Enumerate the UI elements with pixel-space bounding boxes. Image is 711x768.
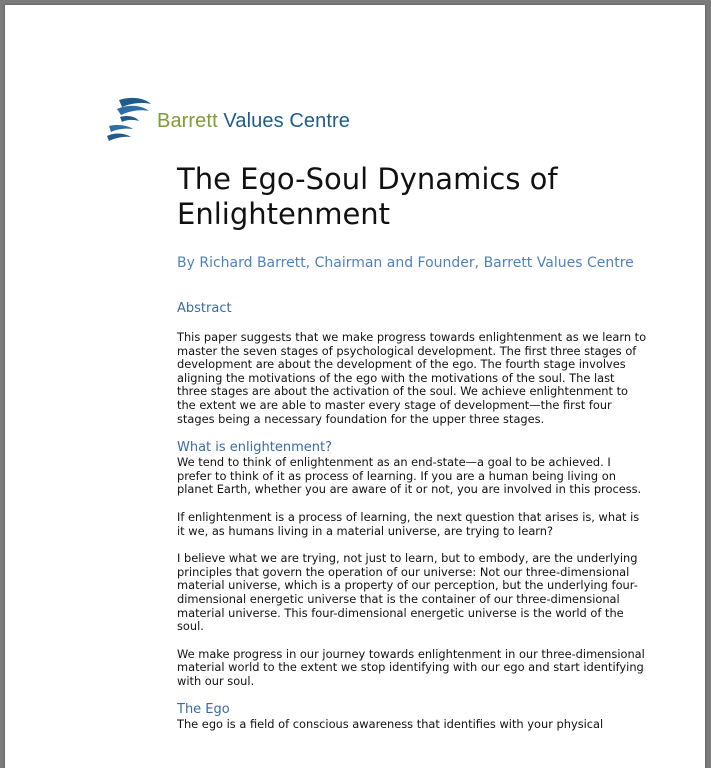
abstract-paragraph: This paper suggests that we make progress towards enlightenment as we learn to master the seven stages of psychological development. The first three stages of development are about the development of the ego. The fourth stage involves aligning the motivations of the ego with the motivations of the soul. The last three stages are about the activation of the soul. We achieve enlightenment to the extent we are able to master every stage of development—the first four stages being a necessary foundation for the upper three stages. [177,330,647,426]
document-title [177,162,647,232]
abstract-heading: Abstract [177,301,232,316]
title-line-1: The Ego-Soul Dynamics of [177,162,558,196]
company-logo [105,94,350,144]
document-page [5,5,705,768]
logo-wordmark [157,110,350,133]
enlightenment-paragraph-1: We tend to think of enlightenment as an end-state—a goal to be achieved. I prefer to think of it as process of learning. If you are a human being living on planet Earth, whether you are aware of it or not, you are involved in this process. [177,455,642,497]
enlightenment-paragraph-2: If enlightenment is a process of learning, the next question that arises is, what is it we, as humans living in a material universe, are trying to learn? [177,509,640,538]
barrett-swirl-icon [105,94,153,144]
enlightenment-paragraph-3: I believe what we are trying, not just to learn, but to embody, are the underlying principles that govern the operation of our universe: Not our three-dimensional material universe, which is a property of our perception, but the underlying four-dimensional energetic universe that is the container of our three-dimensional material universe. This four-dimensional energetic universe is the world of the soul. [177,551,638,634]
section-heading-enlightenment: What is enlightenment? [177,440,332,456]
logo-word-barrett: Barrett [157,109,218,132]
enlightenment-paragraph-4: We make progress in our journey towards enlightenment in our three-dimensional material world to the extent we stop identifying with our ego and start identifying with our soul. [177,646,645,688]
logo-word-values-centre: Values Centre [223,109,350,132]
section-heading-ego: The Ego [177,702,230,718]
document-content [177,162,647,732]
document-byline: By Richard Barrett, Chairman and Founder, Barrett Values Centre [177,255,634,271]
title-line-2: Enlightenment [177,197,391,231]
ego-paragraph-1: The ego is a field of conscious awareness that identifies with your physical [177,717,604,732]
